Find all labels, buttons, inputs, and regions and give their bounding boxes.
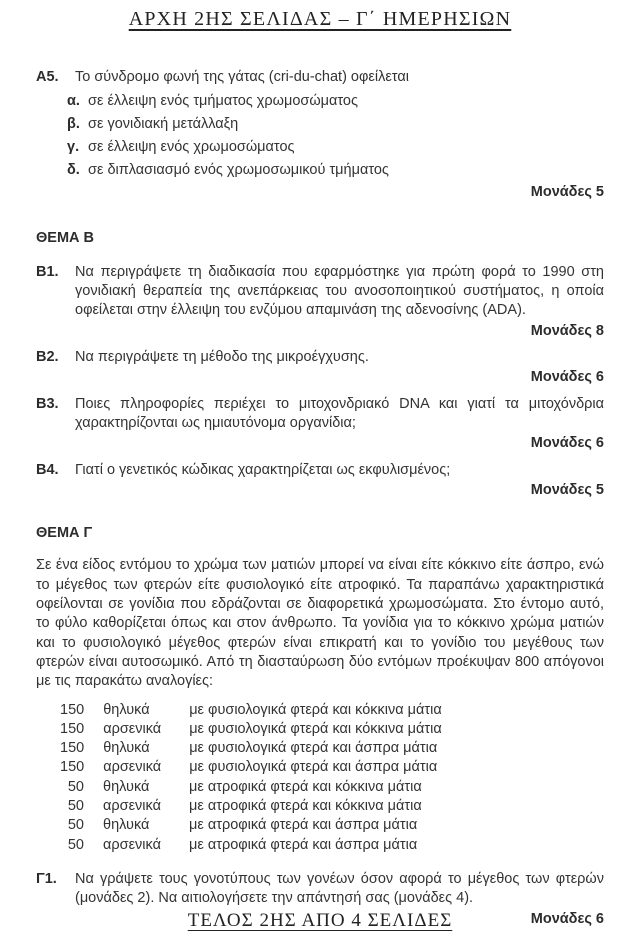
question-g1-points: Μονάδες 6	[530, 910, 604, 927]
question-a5-stem	[36, 68, 604, 87]
option-beta-text: σε γονιδιακή μετάλλαξη	[88, 116, 239, 133]
row-sex: αρσενικά	[103, 759, 162, 776]
row-count: 50	[67, 817, 84, 834]
question-b3-stem	[36, 395, 604, 434]
question-b4-stem	[36, 461, 604, 480]
row-description: με ατροφικά φτερά και κόκκινα μάτια	[189, 798, 422, 815]
question-g1-stem	[36, 870, 604, 909]
table-row	[60, 836, 604, 855]
page-header	[36, 6, 604, 32]
question-b2-stem	[36, 348, 604, 367]
row-count: 50	[67, 836, 84, 853]
row-description: με φυσιολογικά φτερά και κόκκινα μάτια	[189, 701, 442, 718]
question-b3-points: Μονάδες 6	[530, 435, 604, 452]
option-alpha-letter: α.	[67, 93, 80, 110]
row-count: 150	[60, 759, 85, 776]
question-g1-text: Να γράψετε τους γονοτύπους των γονέων όσον αφορά το μέγεθος των φτερών (μονάδες 2). Να αιτιολογήσετε την απάντησή σας (μονάδες 4).	[75, 870, 604, 907]
option-gamma	[67, 136, 604, 159]
row-description: με φυσιολογικά φτερά και κόκκινα μάτια	[189, 720, 442, 737]
question-b3	[36, 395, 604, 454]
row-count: 150	[60, 720, 85, 737]
table-row	[60, 797, 604, 816]
question-b2-points: Μονάδες 6	[530, 369, 604, 386]
option-gamma-letter: γ.	[67, 139, 80, 156]
section-c-intro: Σε ένα είδος εντόμου το χρώμα των ματιών μπορεί να είναι είτε κόκκινο είτε άσπρο, ενώ το μέγεθος των φτερών είτε φυσιολογικό είτε ατροφικό. Τα παραπάνω χαρακτηριστικά οφείλονται σε γονίδια που εδράζονται σε διαφορετικά χρωμοσώματα. Στο έντομο αυτό, το φύλο καθορίζεται όπως και στον άνθρωπο. Τα γονίδια για το κόκκινο χρώμα ματιών και το φυσιολογικό μέγεθος φτερών είναι επικρατή και το γονίδιο του μεγέθους των φτερών είναι αυτοσωμικό. Από τη διασταύρωση δύο εντόμων προέκυψαν 800 απόγονοι με τις παρακάτω αναλογίες:	[36, 557, 604, 690]
row-description: με φυσιολογικά φτερά και άσπρα μάτια	[189, 759, 438, 776]
question-b4-text: Γιατί ο γενετικός κώδικας χαρακτηρίζεται ως εκφυλισμένος;	[75, 461, 451, 478]
section-c-title: ΘΕΜΑ Γ	[36, 525, 93, 542]
page-footer-title: ΤΕΛΟΣ 2ΗΣ ΑΠΟ 4 ΣΕΛΙΔΕΣ	[187, 910, 453, 931]
option-beta	[67, 113, 604, 136]
question-b1-stem	[36, 263, 604, 321]
table-row	[60, 701, 604, 720]
question-b4	[36, 461, 604, 501]
question-b2-number: Β2.	[36, 349, 59, 366]
option-beta-letter: β.	[67, 116, 80, 133]
question-a5	[36, 68, 604, 203]
table-row	[60, 778, 604, 797]
row-description: με ατροφικά φτερά και άσπρα μάτια	[189, 817, 418, 834]
table-row	[60, 739, 604, 758]
option-gamma-text: σε έλλειψη ενός χρωμοσώματος	[88, 139, 295, 156]
question-b4-number: Β4.	[36, 461, 59, 478]
question-b3-text: Ποιες πληροφορίες περιέχει το μιτοχονδριακό DNA και γιατί τα μιτοχόνδρια χαρακτηρίζονται ως ημιαυτόνομα οργανίδια;	[75, 395, 604, 431]
question-g1-number: Γ1.	[36, 870, 57, 887]
question-b1-number: Β1.	[36, 263, 59, 280]
row-sex: αρσενικά	[103, 720, 162, 737]
question-b2	[36, 348, 604, 388]
option-delta-letter: δ.	[67, 162, 80, 179]
question-b1-text: Να περιγράψετε τη διαδικασία που εφαρμόστηκε για πρώτη φορά το 1990 στη γονιδιακή θεραπεία της ανεπάρκειας του ανοσοποιητικού συστήματος, η οποία οφείλεται στην έλλειψη του ενζύμου απαμινάση της αδενοσίνης (ADA).	[75, 263, 604, 319]
question-a5-number: Α5.	[36, 69, 59, 85]
row-sex: αρσενικά	[103, 798, 161, 815]
table-row	[60, 720, 604, 739]
table-row	[60, 758, 604, 777]
row-sex: θηλυκά	[103, 817, 150, 834]
question-b1	[36, 263, 604, 341]
row-description: με ατροφικά φτερά και κόκκινα μάτια	[189, 778, 422, 795]
row-sex: θηλυκά	[103, 778, 150, 795]
section-b-title: ΘΕΜΑ Β	[36, 229, 94, 246]
question-a5-text: Το σύνδρομο φωνή της γάτας (cri-du-chat) οφείλεται	[75, 69, 409, 85]
row-count: 50	[67, 798, 84, 815]
question-b3-number: Β3.	[36, 395, 59, 412]
offspring-table	[60, 701, 604, 855]
question-b2-text: Να περιγράψετε τη μέθοδο της μικροέγχυσης.	[75, 349, 369, 366]
row-sex: θηλυκά	[103, 740, 150, 757]
table-row	[60, 816, 604, 835]
question-b4-points: Μονάδες 5	[530, 481, 604, 498]
row-count: 50	[67, 778, 84, 795]
page-footer	[0, 910, 640, 932]
row-count: 150	[60, 701, 85, 718]
row-sex: αρσενικά	[103, 836, 161, 853]
page-header-title: ΑΡΧΗ 2ΗΣ ΣΕΛΙΔΑΣ – Γ΄ ΗΜΕΡΗΣΙΩΝ	[128, 8, 512, 30]
question-b1-points: Μονάδες 8	[530, 322, 604, 339]
option-alpha	[67, 90, 604, 113]
option-delta-text: σε διπλασιασμό ενός χρωμοσωμικού τμήματος	[88, 162, 389, 179]
question-a5-options	[67, 90, 604, 182]
row-description: με ατροφικά φτερά και άσπρα μάτια	[189, 836, 418, 853]
question-a5-points: Μονάδες 5	[530, 184, 604, 201]
option-delta	[67, 159, 604, 182]
row-description: με φυσιολογικά φτερά και άσπρα μάτια	[189, 740, 438, 757]
option-alpha-text: σε έλλειψη ενός τμήματος χρωμοσώματος	[88, 93, 358, 110]
row-sex: θηλυκά	[103, 701, 150, 718]
row-count: 150	[60, 740, 85, 757]
